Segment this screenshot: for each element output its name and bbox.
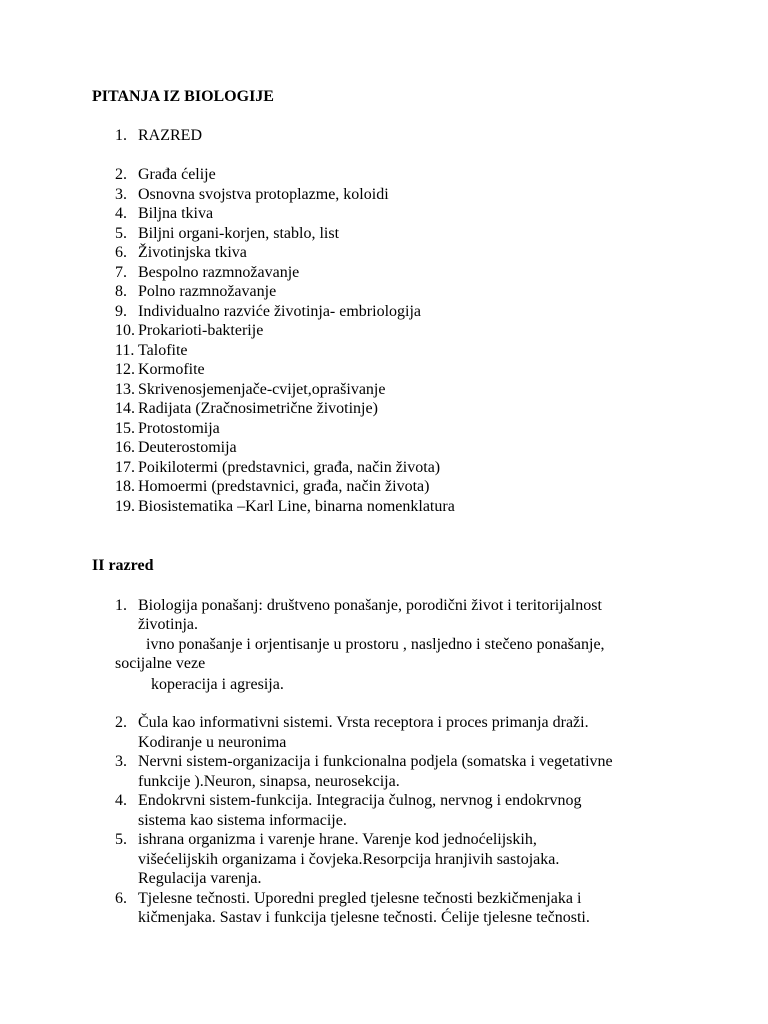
list-number: 8. [115, 283, 127, 300]
list-item: Endokrvni sistem-funkcija. Integracija čulnog, nervnog i endokrvnog [138, 792, 582, 809]
list-item: ishrana organizma i varenje hrane. Varenje kod jednoćelijskih, [138, 831, 537, 848]
list-item: Protostomija [138, 420, 220, 437]
list-item-continuation: sistema kao sistema informacije. [138, 812, 347, 829]
list-number: 3. [115, 753, 127, 770]
list-item: Radijata (Zračnosimetrične životinje) [138, 400, 378, 417]
list-number: 1. [115, 597, 127, 614]
list-item: Biologija ponašanj: društveno ponašanje, porodični život i teritorijalnost [138, 597, 602, 614]
list-number: 12. [115, 361, 135, 378]
list-item: Skrivenosjemenjače-cvijet,oprašivanje [138, 381, 386, 398]
list-number: 11. [115, 342, 135, 359]
list-number: 4. [115, 792, 127, 809]
section-heading: RAZRED [138, 127, 202, 144]
list-item-continuation: ivno ponašanje i orjentisanje u prostoru , nasljedno i stečeno ponašanje, [146, 636, 605, 653]
list-item: Bespolno razmnožavanje [138, 264, 300, 281]
list-item: Životinjska tkiva [138, 244, 247, 261]
list-item: Individualno razviće životinja- embriologija [138, 303, 422, 320]
list-number: 3. [115, 186, 127, 203]
list-item: Tjelesne tečnosti. Uporedni pregled tjelesne tečnosti bezkičmenjaka i [138, 890, 582, 907]
list-number: 4. [115, 205, 127, 222]
list-number: 16. [115, 439, 135, 456]
list-item: Polno razmnožavanje [138, 283, 277, 300]
list-item-continuation: životinja. [138, 616, 198, 633]
list-item: Prokarioti-bakterije [138, 322, 264, 339]
list-item-continuation: Regulacija varenja. [138, 870, 262, 887]
list-item-continuation: Kodiranje u neuronima [138, 734, 287, 751]
list-item: Biljna tkiva [138, 205, 214, 222]
list-number: 10. [115, 322, 135, 339]
page-title: PITANJA IZ BIOLOGIJE [92, 88, 274, 105]
list-number: 15. [115, 420, 135, 437]
list-item-continuation: koperacija i agresija. [151, 676, 284, 693]
list-item-continuation: funkcije ).Neuron, sinapsa, neurosekcija. [138, 773, 400, 790]
list-number: 9. [115, 303, 127, 320]
list-item: Homoermi (predstavnici, građa, način života) [138, 478, 430, 495]
list-number: 1. [115, 127, 127, 144]
list-number: 13. [115, 381, 135, 398]
list-number: 5. [115, 831, 127, 848]
list-item-continuation: kičmenjaka. Sastav i funkcija tjelesne tečnosti. Ćelije tjelesne tečnosti. [138, 909, 590, 926]
list-item-continuation: socijalne veze [115, 655, 206, 672]
list-item: Građa ćelije [138, 166, 216, 183]
list-number: 6. [115, 890, 127, 907]
list-item: Biljni organi-korjen, stablo, list [138, 225, 340, 242]
list-item: Čula kao informativni sistemi. Vrsta receptora i proces primanja draži. [138, 714, 589, 731]
list-item: Poikilotermi (predstavnici, građa, način života) [138, 459, 441, 476]
list-item: Deuterostomija [138, 439, 237, 456]
list-item-continuation: višećelijskih organizama i čovjeka.Resorpcija hranjivih sastojaka. [138, 851, 560, 868]
list-number: 2. [115, 166, 127, 183]
list-number: 6. [115, 244, 127, 261]
list-number: 5. [115, 225, 127, 242]
list-item: Talofite [138, 342, 188, 359]
list-number: 17. [115, 459, 135, 476]
section-heading: II razred [92, 557, 154, 574]
list-number: 2. [115, 714, 127, 731]
list-number: 14. [115, 400, 135, 417]
list-number: 7. [115, 264, 127, 281]
list-item: Biosistematika –Karl Line, binarna nomenklatura [138, 498, 455, 515]
list-item: Nervni sistem-organizacija i funkcionalna podjela (somatska i vegetativne [138, 753, 613, 770]
list-number: 19. [115, 498, 135, 515]
list-item: Osnovna svojstva protoplazme, koloidi [138, 186, 389, 203]
list-number: 18. [115, 478, 135, 495]
list-item: Kormofite [138, 361, 205, 378]
